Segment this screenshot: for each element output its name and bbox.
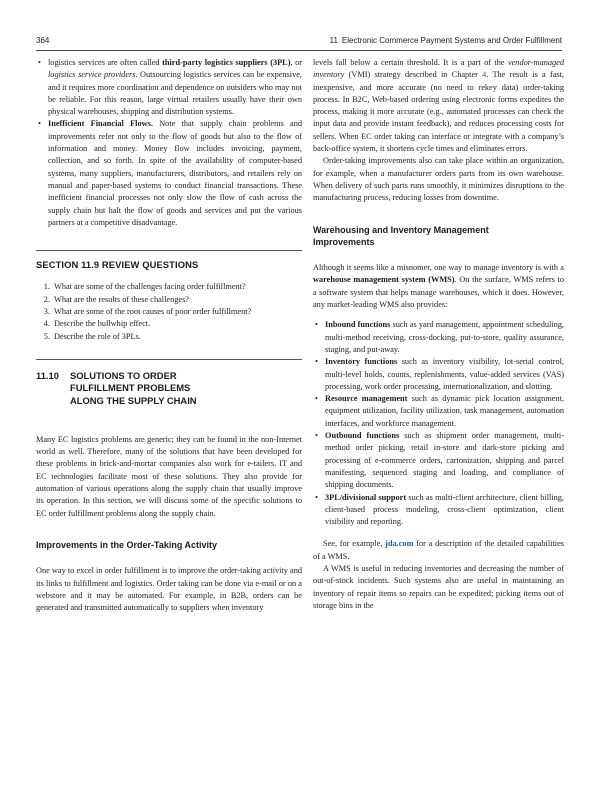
wms-function-item: • Resource management such as dynamic pick location assignment, equipment utilization, facility utilization, task management, automation interfaces, and workforce management. [325,393,564,430]
review-question: 1. What are some of the challenges facing order fulfillment? [52,281,302,293]
review-questions-list [36,281,302,342]
chapter-4-link[interactable]: 4 [482,70,487,80]
header-rule [36,50,562,51]
chapter-title: Electronic Commerce Payment Systems and Order Fulfillment [341,36,562,45]
review-question: 3. What are some of the root causes of poor order fulfillment? [52,306,302,318]
running-header [36,36,562,48]
subsection-heading-order-taking: Improvements in the Order-Taking Activity [36,539,218,550]
chapter-number: 11 [329,36,338,45]
section-divider [36,359,302,360]
section-heading [36,370,302,407]
section-title: SOLUTIONS TO ORDER FULFILLMENT PROBLEMS ALONG THE SUPPLY CHAIN [70,369,197,406]
continued-bullet-list [36,57,302,229]
wms-function-item: • Outbound functions such as shipment order management, multi-method order picking, retail in-store and dark-store picking and processing of e-commerce orders, cartonization, shipping and parcel manifesting, sequenced staging and loading, and compliance of shipping documents. [325,430,564,491]
jda-link[interactable]: jda.com [385,539,414,549]
review-question: 4. Describe the bullwhip effect. [52,318,302,330]
continued-paragraph: • logistics services are often called third-party logistics suppliers (3PL), or logistics service providers. Outsourcing logistics services can be expensive, and it requires more coordination and dependence on outsiders who may not be reliable. For this reason, large virtual retailers usually have their own physical warehouses, shipping and distribution systems. [48,57,302,118]
term-3pl: third-party logistics suppliers (3PL) [162,58,291,67]
review-question: 2. What are the results of these challenges? [52,294,302,306]
wms-function-item: • Inventory functions such as inventory visibility, lot-serial control, multi-level holds, counts, replenishments, value-added services (VAS) processing, work order processing, internationalization, and slotting. [325,356,564,393]
term-wms: warehouse management system (WMS) [313,275,455,285]
wms-function-item: • 3PL/divisional support such as multi-client architecture, client billing, client-based process modeling, cross-client optimization, client visibility and reporting. [325,492,564,529]
page-number: 364 [36,36,50,45]
chapter-header [330,36,562,45]
wms-functions-list [313,319,564,528]
term-lsp: logistics service providers [48,70,136,80]
order-improvements-paragraph: Order-taking improvements also can take place within an organization, for example, when a manufacturer orders parts from its own warehouse. When delivery of such parts runs smoothly, it minimizes disruptions to the manufacturing process, reducing losses from downtime. [313,156,564,203]
jda-paragraph: See, for example, jda.com for a description of the detailed capabilities of a WMS. [313,539,564,561]
bullet-inefficient-financial-flows: • Inefficient Financial Flows. Note that supply chain problems and improvements refer not only to the flow of goods but also to the flow of information and money. Money flow includes invoicing, payment, collection, and so forth. In spite of the availability of computer-based systems, many suppliers, manufacturers, distributors, and retailers rely on manual and paper-based systems to conduct financial transactions. These inefficient financial processes not only slow the flow of cash across the supply chain but halt the flow of goods and services and put the various partners at a competitive disadvantage. [48,118,302,229]
order-taking-paragraph: One way to excel in order fulfillment is to improve the order-taking activity and its links to fulfillment and logistics. Order taking can be done via e-mail or on a webstore and it may be automated. For example, in B2B, orders can be generated and transmitted automatically to suppliers when inventory [36,566,302,613]
intro-paragraph: Many EC logistics problems are generic; they can be found in the non-Internet world as well. Therefore, many of the solutions that have been developed for these problems in brick-and-mortar companies also work for e-tailers. IT and EC technologies facilitate most of these solutions. They also provide for automation of various operations along the supply chain that usually improve its operation. In this section, we will discuss some of the specific solutions to EC order fulfillment problems along the supply chain. [36,434,302,518]
wms-benefits-paragraph: A WMS is useful in reducing inventories and decreasing the number of out-of-stock incidents. Such systems also are useful in maintaining an inventory of repair items so repairs can be expedited; picking items out of storage bins in the [313,563,564,610]
right-column [313,57,564,612]
section-divider [36,250,302,251]
term-vmi: vendor-managed inventory [313,58,564,80]
wms-paragraph: Although it seems like a misnomer, one way to manage inventory is with a warehouse management system (WMS). On the surface, WMS refers to a software system that helps manage warehouses, which it does. However, any market-leading WMS also provides: [313,263,564,310]
subsection-heading-warehousing: Warehousing and Inventory Management Improvements [313,224,489,247]
review-question: 5. Describe the role of 3PLs. [52,331,302,343]
vmi-paragraph: levels fall below a certain threshold. It is a part of the vendor-managed inventory (VMI) strategy described in Chapter 4. The result is a fast, inexpensive, and more accurate (no need to rekey data) order-taking process. In B2C, Web-based ordering using electronic forms expedites the process, making it more accurate (e.g., automated processes can check the input data and provide instant feedback), and reduces processing costs for sellers. When EC order taking can interface or integrate with a company’s back-office system, it shortens cycle times and eliminates errors. [313,58,564,154]
left-column [36,57,302,614]
wms-function-item: • Inbound functions such as yard management, appointment scheduling, multi-method receiving, cross-docking, put-to-store, quality assurance, staging, and put-away. [325,319,564,356]
section-number: 11.10 [36,369,59,381]
review-questions-heading: SECTION 11.9 REVIEW QUESTIONS [36,259,199,271]
